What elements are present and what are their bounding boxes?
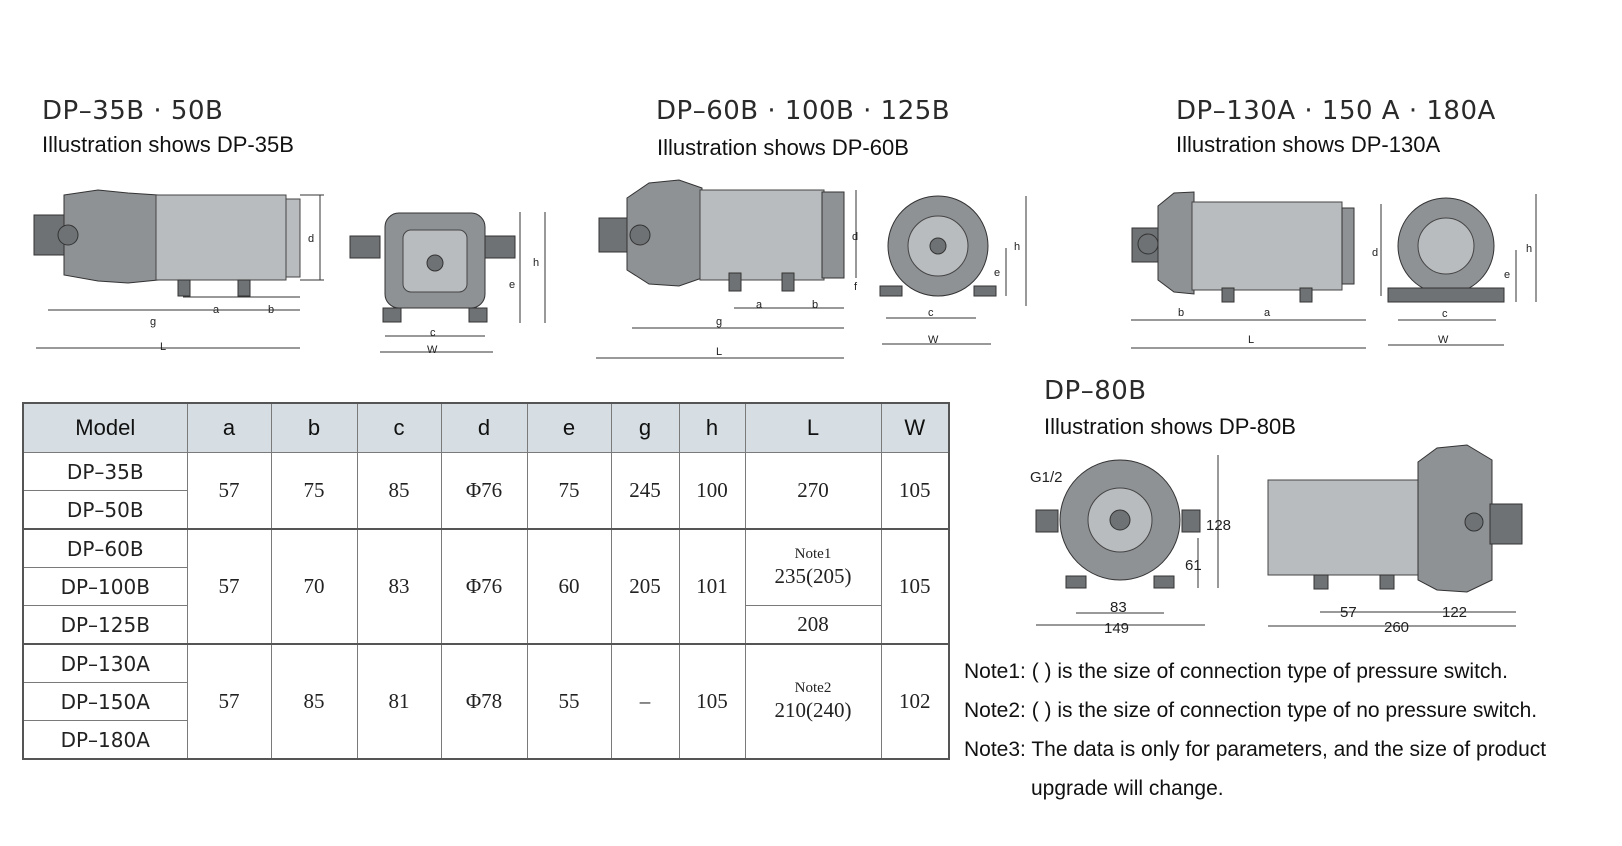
dim-label-c: c (928, 307, 934, 319)
figure-subtitle-dp130a: Illustration shows DP-130A (1176, 132, 1441, 157)
value-L: 210(240) (774, 698, 852, 722)
value-b: 70 (271, 529, 357, 644)
dim-label-83: 83 (1110, 599, 1127, 616)
dim-label-h: h (533, 257, 540, 269)
dim-label-L: L (716, 346, 723, 358)
note-3: Note3: The data is only for parameters, and the size of product (964, 738, 1547, 761)
table-row (23, 644, 949, 683)
dim-label-260: 260 (1384, 619, 1410, 636)
dim-label-f: f (854, 281, 858, 293)
value-L: 208 (745, 606, 881, 645)
model-cell: DP–130A (23, 644, 187, 683)
value-a: 57 (187, 453, 271, 530)
value-c: 81 (357, 644, 441, 759)
value-h: 101 (679, 529, 745, 644)
value-e: 75 (527, 453, 611, 530)
column-header: h (679, 403, 745, 453)
model-cell: DP–60B (23, 529, 187, 568)
value-g: – (611, 644, 679, 759)
pump-drawing-dp35b-end (345, 208, 555, 363)
figure-title-dp35b: DP–35B · 50B (42, 96, 224, 126)
value-L: 270 (745, 453, 881, 530)
model-cell: DP–100B (23, 568, 187, 606)
column-header: e (527, 403, 611, 453)
model-cell: DP–125B (23, 606, 187, 645)
dim-label-W: W (1438, 334, 1449, 346)
dim-label-b: b (1178, 307, 1185, 319)
column-header: c (357, 403, 441, 453)
value-d: Φ78 (441, 644, 527, 759)
column-header: W (881, 403, 949, 453)
value-a: 57 (187, 644, 271, 759)
model-cell: DP–35B (23, 453, 187, 491)
note-3-continued: upgrade will change. (1031, 777, 1224, 800)
dim-label-a: a (756, 299, 763, 311)
dim-label-c: c (1442, 308, 1448, 320)
value-h: 100 (679, 453, 745, 530)
value-g: 205 (611, 529, 679, 644)
column-header: g (611, 403, 679, 453)
value-L-cell (745, 529, 881, 606)
dim-label-h: h (1526, 243, 1533, 255)
column-header: d (441, 403, 527, 453)
value-a: 57 (187, 529, 271, 644)
figure-subtitle-dp80b: Illustration shows DP-80B (1044, 414, 1296, 439)
pump-drawing-dp60b-end (876, 188, 1036, 353)
dim-label-a: a (213, 304, 220, 316)
dim-label-57: 57 (1340, 604, 1357, 621)
value-c: 83 (357, 529, 441, 644)
dim-label-b: b (268, 304, 275, 316)
value-W: 105 (881, 453, 949, 530)
table-row (23, 453, 949, 491)
dim-label-g: g (150, 316, 157, 328)
value-W: 105 (881, 529, 949, 644)
dim-label-e: e (509, 279, 516, 291)
model-cell: DP–50B (23, 491, 187, 530)
dim-label-d: d (308, 233, 315, 245)
column-header: a (187, 403, 271, 453)
value-e: 60 (527, 529, 611, 644)
dim-label-b: b (812, 299, 819, 311)
dim-label-W: W (928, 334, 939, 346)
value-d: Φ76 (441, 453, 527, 530)
dim-label-e: e (994, 267, 1001, 279)
value-g: 245 (611, 453, 679, 530)
thread-label: G1/2 (1030, 469, 1063, 486)
dim-label-122: 122 (1442, 604, 1468, 621)
value-L-cell (745, 644, 881, 759)
dim-label-c: c (430, 327, 436, 339)
column-header: Model (23, 403, 187, 453)
dim-label-L: L (1248, 334, 1255, 346)
dim-label-a: a (1264, 307, 1271, 319)
figure-title-dp80b: DP–80B (1044, 376, 1147, 406)
column-header: b (271, 403, 357, 453)
pump-drawing-dp35b-side (28, 185, 328, 360)
pump-drawing-dp80b-front (1030, 450, 1240, 635)
dim-label-149: 149 (1104, 620, 1130, 637)
value-h: 105 (679, 644, 745, 759)
dim-label-d: d (852, 231, 859, 243)
note-1: Note1: ( ) is the size of connection type of pressure switch. (964, 660, 1508, 683)
dim-label-e: e (1504, 269, 1511, 281)
figure-subtitle-dp35b: Illustration shows DP-35B (42, 132, 294, 157)
figure-title-dp60b: DP–60B · 100B · 125B (656, 96, 951, 126)
dim-label-g: g (716, 316, 723, 328)
figure-subtitle-dp60b: Illustration shows DP-60B (657, 135, 909, 160)
value-L: 235(205) (774, 564, 852, 588)
dim-label-128: 128 (1206, 517, 1232, 534)
value-W: 102 (881, 644, 949, 759)
column-header: L (745, 403, 881, 453)
value-c: 85 (357, 453, 441, 530)
value-d: Φ76 (441, 529, 527, 644)
pump-drawing-dp130a-end (1386, 190, 1546, 355)
note-ref-1: Note1 (794, 546, 832, 562)
pump-drawing-dp80b-side (1262, 440, 1542, 635)
table-header-row (23, 403, 949, 453)
value-b: 85 (271, 644, 357, 759)
value-e: 55 (527, 644, 611, 759)
note-ref-2: Note2 (794, 680, 832, 696)
dim-label-h: h (1014, 241, 1021, 253)
pump-drawing-dp130a-side (1126, 188, 1396, 353)
model-cell: DP–180A (23, 721, 187, 760)
dim-label-W: W (427, 344, 438, 356)
table-row (23, 529, 949, 568)
value-b: 75 (271, 453, 357, 530)
model-cell: DP–150A (23, 683, 187, 721)
dim-label-L: L (160, 341, 167, 353)
dim-label-d: d (1372, 247, 1379, 259)
dim-label-61: 61 (1185, 557, 1202, 574)
note-2: Note2: ( ) is the size of connection type of no pressure switch. (964, 699, 1538, 722)
figure-title-dp130a: DP–130A · 150 A · 180A (1176, 96, 1496, 126)
pump-drawing-dp60b-side (594, 178, 864, 363)
spec-table (22, 402, 950, 760)
